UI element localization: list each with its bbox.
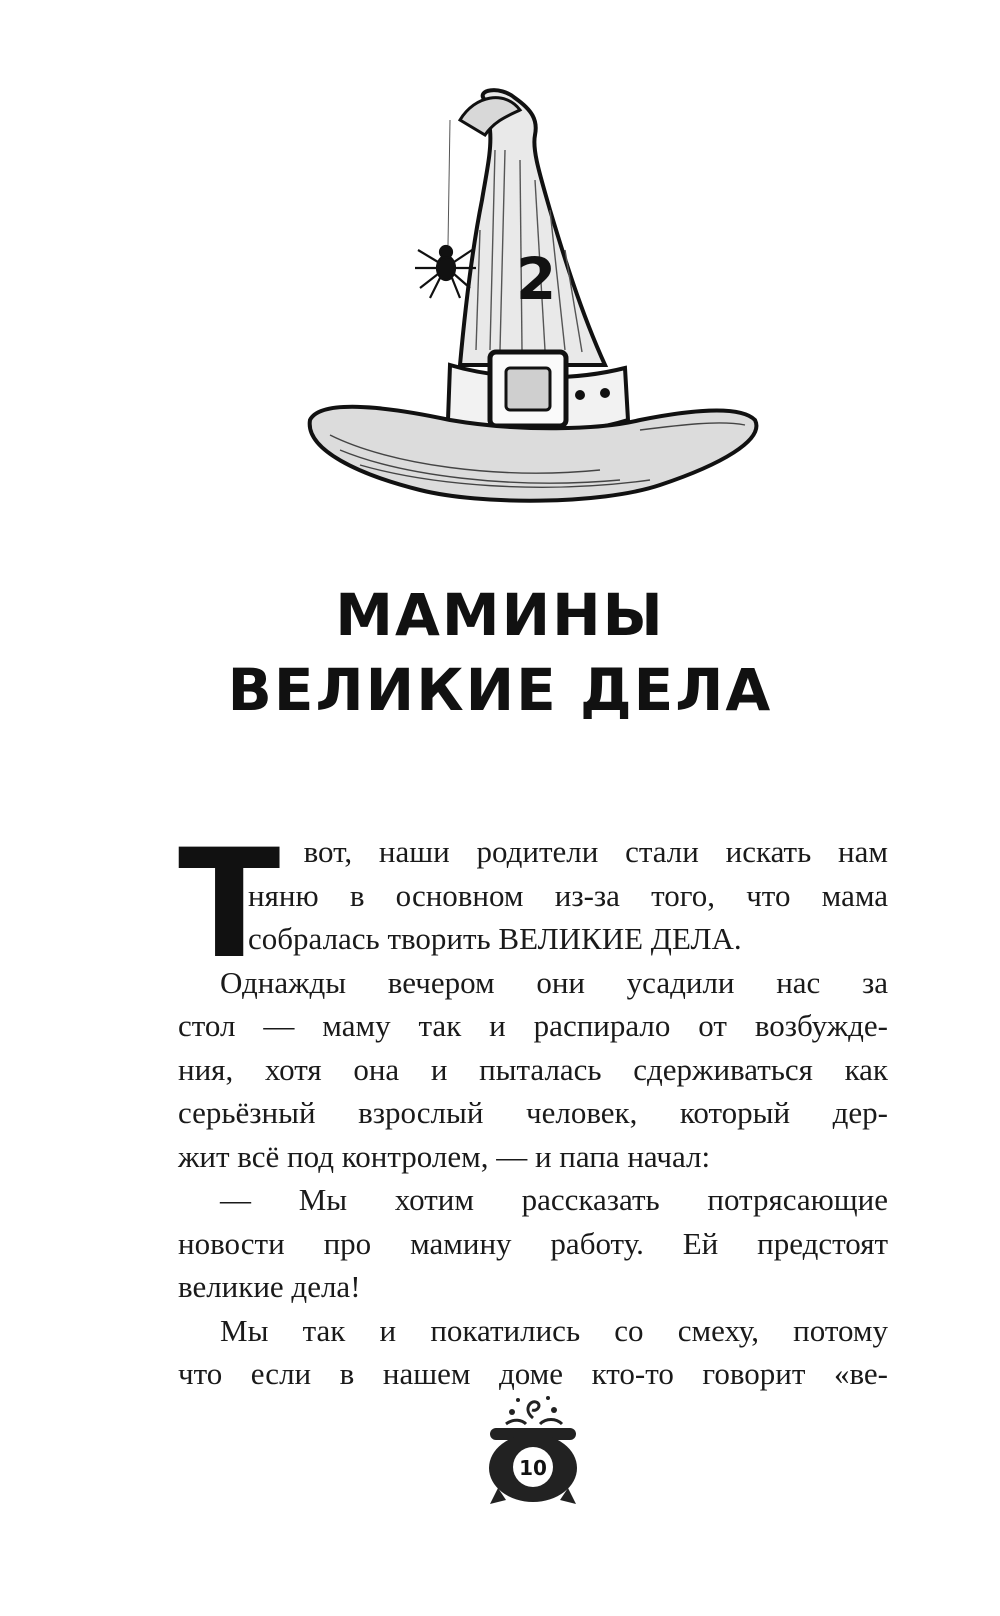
text-line: великие дела! xyxy=(178,1269,361,1304)
text-line: Однажды вечером они усадили нас за xyxy=(220,964,888,1000)
text-line: — Мы хотим рассказать потрясающие xyxy=(220,1182,888,1217)
body-text xyxy=(178,818,888,1396)
text-line: что если в нашем доме кто-то говорит «ве- xyxy=(178,1356,888,1391)
paragraph xyxy=(178,1309,888,1396)
text-line: серьёзный взрослый человек, который дер- xyxy=(178,1095,888,1130)
text-line: Мы так и покатились со смеху, потому xyxy=(220,1312,888,1348)
text-line: собралась творить ВЕЛИКИЕ ДЕЛА. xyxy=(248,921,742,956)
text-line: ак вот, наши родители стали искать нам xyxy=(248,834,888,869)
page-number: 10 xyxy=(519,1456,547,1480)
chapter-title xyxy=(0,578,1000,728)
text-line: жит всё под контролем, — и папа начал: xyxy=(178,1138,711,1174)
text-line: ния, хотя она и пыталась сдерживаться как xyxy=(178,1051,888,1087)
text-line: няню в основном из-за того, что мама xyxy=(248,877,888,913)
drop-cap: Т xyxy=(178,818,281,992)
text-line: стол — маму так и распирало от возбужде- xyxy=(178,1008,888,1043)
cauldron-icon xyxy=(478,1388,588,1506)
text-line: новости про мамину работу. Ей предстоят xyxy=(178,1225,888,1261)
paragraph xyxy=(178,1178,888,1309)
chapter-title-line: МАМИНЫ xyxy=(335,581,665,649)
chapter-number: 2 xyxy=(515,245,557,313)
chapter-title-line: ВЕЛИКИЕ ДЕЛА xyxy=(227,656,773,724)
paragraph xyxy=(178,961,888,1179)
